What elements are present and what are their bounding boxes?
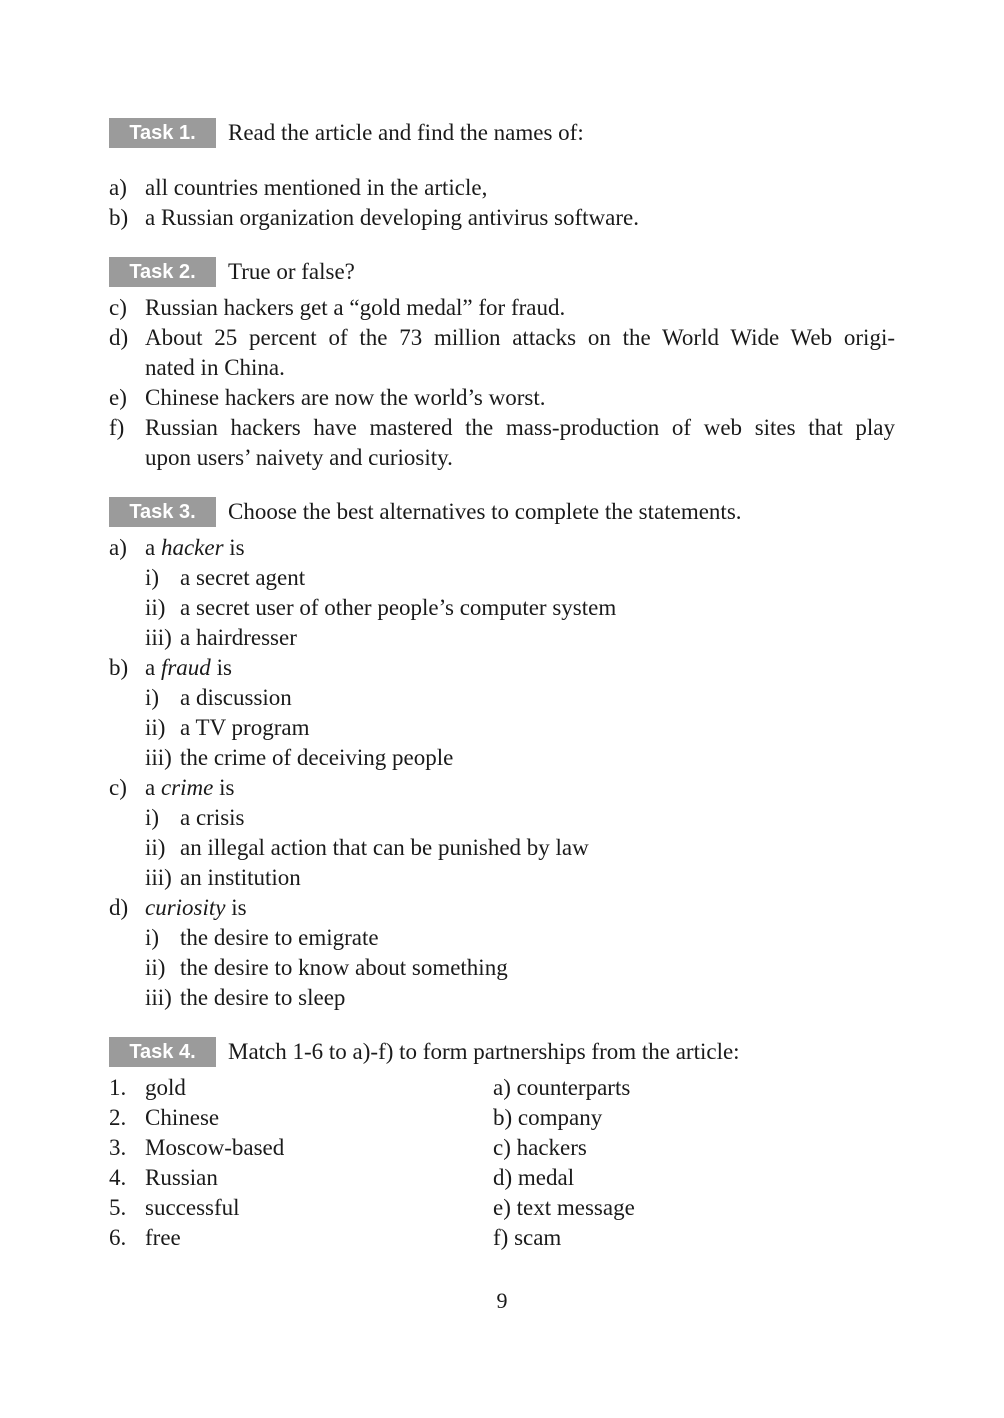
match-left-text: Chinese: [145, 1105, 220, 1130]
option-text: a secret user of other people’s computer system: [180, 595, 617, 620]
task2-heading: [109, 257, 355, 287]
match-left-text: gold: [145, 1075, 186, 1100]
item-text: a Russian organization developing antivirus software.: [145, 205, 639, 230]
match-left-text: free: [145, 1225, 181, 1250]
match-left-text: successful: [145, 1195, 240, 1220]
question-label: d): [109, 895, 129, 920]
option-text: a crisis: [180, 805, 245, 830]
question-label: b): [109, 655, 129, 680]
item-label: f): [109, 415, 125, 440]
task3-badge: Task 3.: [109, 497, 216, 527]
match-right-text: e) text message: [493, 1195, 635, 1220]
item-text-line1: Russian hackers have mastered the mass-production of web sites that play: [145, 415, 895, 440]
question-term: hacker: [160, 535, 224, 560]
match-left-text: Moscow-based: [145, 1135, 285, 1160]
option-number: i): [145, 925, 160, 950]
option-text: an illegal action that can be punished by law: [180, 835, 589, 860]
question-text: a crime is: [145, 775, 235, 800]
match-right-text: f) scam: [493, 1225, 562, 1250]
page-number: 9: [496, 1288, 508, 1313]
question-term: fraud: [160, 655, 211, 680]
task3-instruction: Choose the best alternatives to complete the statements.: [228, 499, 742, 524]
option-number: i): [145, 805, 160, 830]
item-label: a): [109, 175, 127, 200]
match-number: 4.: [109, 1165, 127, 1190]
question-text: curiosity is: [145, 895, 247, 920]
item-text: Russian hackers get a “gold medal” for fraud.: [145, 295, 566, 320]
task1-heading: [109, 118, 584, 148]
task1-instruction: Read the article and find the names of:: [228, 120, 584, 145]
item-text-line2: nated in China.: [145, 355, 285, 380]
item-label: d): [109, 325, 129, 350]
match-number: 1.: [109, 1075, 127, 1100]
option-number: iii): [145, 985, 172, 1010]
question-text: a hacker is: [145, 535, 245, 560]
task1-badge: Task 1.: [109, 118, 216, 148]
question-term: curiosity: [145, 895, 226, 920]
task4-badge: Task 4.: [109, 1037, 216, 1067]
option-number: iii): [145, 745, 172, 770]
item-text-line2: upon users’ naivety and curiosity.: [145, 445, 453, 470]
item-label: c): [109, 295, 127, 320]
match-right-text: d) medal: [493, 1165, 575, 1190]
item-label: e): [109, 385, 127, 410]
option-number: i): [145, 565, 160, 590]
task2-badge: Task 2.: [109, 257, 216, 287]
match-right-text: b) company: [493, 1105, 603, 1130]
match-number: 6.: [109, 1225, 127, 1250]
match-left-text: Russian: [145, 1165, 218, 1190]
match-right-text: c) hackers: [493, 1135, 587, 1160]
option-text: a secret agent: [180, 565, 306, 590]
question-term: crime: [160, 775, 214, 800]
task3-heading: [109, 497, 742, 527]
option-text: the desire to emigrate: [180, 925, 379, 950]
question-label: c): [109, 775, 127, 800]
match-right-text: a) counterparts: [493, 1075, 631, 1100]
option-number: ii): [145, 955, 166, 980]
question-label: a): [109, 535, 127, 560]
option-text: a discussion: [180, 685, 292, 710]
option-text: a hairdresser: [180, 625, 297, 650]
match-number: 3.: [109, 1135, 127, 1160]
task4-instruction: Match 1-6 to a)-f) to form partnerships from the article:: [228, 1039, 740, 1064]
item-text-line1: About 25 percent of the 73 million attacks on the World Wide Web origi-: [145, 325, 895, 350]
item-label: b): [109, 205, 129, 230]
option-text: the crime of deceiving people: [180, 745, 454, 770]
task2-instruction: True or false?: [228, 259, 355, 284]
option-number: ii): [145, 715, 166, 740]
task4-heading: [109, 1037, 740, 1067]
item-text: Chinese hackers are now the world’s worst.: [145, 385, 546, 410]
option-number: iii): [145, 625, 172, 650]
match-number: 5.: [109, 1195, 127, 1220]
option-number: iii): [145, 865, 172, 890]
item-text: all countries mentioned in the article,: [145, 175, 488, 200]
option-number: ii): [145, 835, 166, 860]
option-text: the desire to know about something: [180, 955, 508, 980]
option-text: the desire to sleep: [180, 985, 346, 1010]
option-number: i): [145, 685, 160, 710]
match-number: 2.: [109, 1105, 127, 1130]
option-number: ii): [145, 595, 166, 620]
option-text: a TV program: [180, 715, 310, 740]
option-text: an institution: [180, 865, 301, 890]
question-text: a fraud is: [145, 655, 232, 680]
